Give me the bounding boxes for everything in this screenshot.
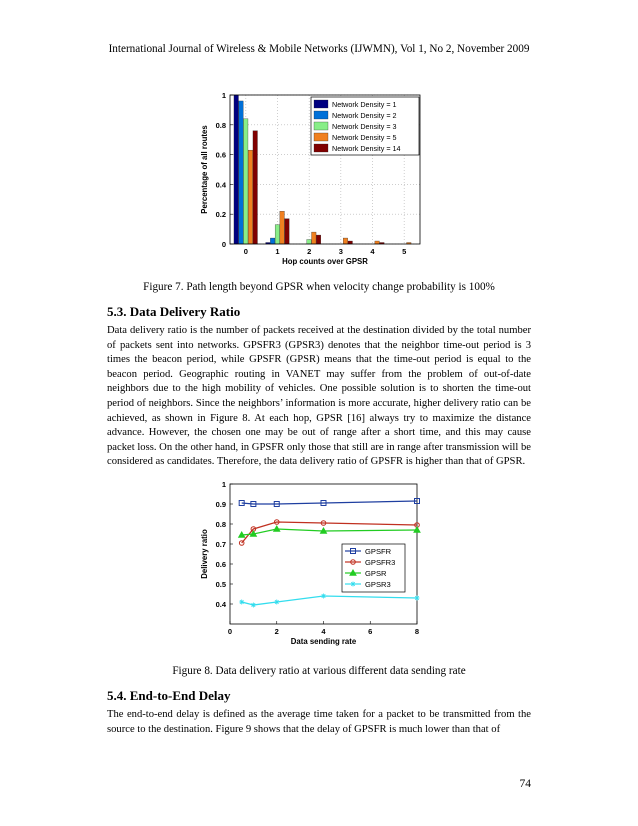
y-tick-label: 1 — [221, 91, 226, 100]
y-tick-label: 0 — [221, 240, 226, 249]
bar — [307, 240, 312, 244]
bar — [253, 131, 258, 244]
legend-swatch — [314, 100, 328, 108]
legend-swatch — [314, 122, 328, 130]
bar — [285, 219, 290, 244]
y-tick-label: 0.5 — [215, 580, 226, 589]
y-tick-label: 0.4 — [215, 600, 226, 609]
legend-entry: Network Density = 14 — [332, 144, 401, 153]
legend-entry: GPSFR3 — [365, 558, 396, 567]
bar — [239, 101, 244, 244]
y-tick-label: 0.9 — [215, 500, 226, 509]
y-tick-label: 0.4 — [215, 180, 226, 190]
legend-swatch — [314, 133, 328, 141]
x-tick-label: 6 — [368, 627, 373, 636]
bar — [316, 235, 321, 244]
y-tick-label: 0.6 — [215, 150, 226, 160]
bar — [375, 241, 380, 244]
marker-star — [415, 596, 420, 601]
legend-entry: GPSR — [365, 569, 387, 578]
legend-entry: Network Density = 1 — [332, 100, 397, 109]
figure-7-caption: Figure 7. Path length beyond GPSR when velocity change probability is 100% — [143, 281, 495, 293]
marker-star — [351, 582, 356, 587]
legend-entry: Network Density = 5 — [332, 133, 397, 142]
y-tick-label: 0.7 — [215, 540, 226, 549]
page-number: 74 — [519, 778, 531, 790]
bar — [270, 238, 275, 244]
journal-header: International Journal of Wireless & Mobile Networks (IJWMN), Vol 1, No 2, November 2009 — [108, 43, 530, 55]
x-tick-label: 3 — [338, 247, 343, 256]
legend-entry: Network Density = 3 — [332, 122, 397, 131]
x-axis-label: Hop counts over GPSR — [282, 257, 368, 266]
x-tick-label: 2 — [274, 627, 279, 636]
marker-star — [321, 594, 326, 599]
legend-swatch — [314, 144, 328, 152]
y-tick-label: 1 — [221, 480, 226, 489]
bar — [348, 241, 353, 244]
bar — [234, 95, 239, 244]
y-tick-label: 0.8 — [215, 120, 226, 130]
x-tick-label: 1 — [275, 247, 280, 256]
legend-entry: GPSR3 — [365, 580, 391, 589]
x-tick-label: 8 — [414, 627, 420, 636]
legend-entry: GPSFR — [365, 547, 392, 556]
x-tick-label: 0 — [243, 247, 248, 256]
x-tick-label: 4 — [321, 627, 326, 636]
section-5-3-paragraph: Data delivery ratio is the number of packets received at the destination divided by the total number of packets sent into networks. GPSFR3 (GPSR3) denotes that the neighbor time-out period is 3 times the beacon period, while GPSFR (GPSR) means that the time-out period is equal to the beacon period. Geographic routing in VANET may suffer from the problem of out-of-date neighbors due to the high mobility of vehicles. One possible solution is to shorten the time-out period of neighbors. Since the neighbors’ information is more accurate, higher delivery ratio can be achieved, as shown in Figure 8. At each hop, GPSR [16] always try to maximize the distance advance. However, the chosen one may be out of range after a short time, and this may cause packet loss. On the other hand, in GPSFR only those that still are in range after transmission will be considered as candidates. Therefore, the data delivery ratio of GPSFR is higher than that of GPSR. — [107, 325, 531, 468]
marker-star — [251, 603, 256, 608]
figure-8-caption: Figure 8. Data delivery ratio at various different data sending rate — [172, 665, 466, 677]
bar — [312, 232, 317, 244]
bar — [280, 211, 285, 244]
x-tick-label: 2 — [307, 247, 312, 256]
x-tick-label: 5 — [402, 247, 407, 256]
section-5-4-heading: 5.4. End-to-End Delay — [107, 688, 231, 703]
bar — [343, 238, 348, 244]
bar — [248, 150, 253, 244]
figure-7-bar-chart — [195, 85, 435, 267]
y-axis-label: Percentage of all routes — [200, 125, 209, 214]
marker-star — [239, 600, 244, 605]
x-tick-label: 4 — [370, 247, 375, 256]
section-5-4-paragraph: The end-to-end delay is defined as the average time taken for a packet to be transmitted from the source to the destination. Figure 9 shows that the delay of GPSFR is much lower than that of — [107, 709, 531, 735]
marker-star — [274, 600, 279, 605]
section-5-3-heading: 5.3. Data Delivery Ratio — [107, 304, 241, 319]
x-tick-label: 0 — [227, 627, 233, 636]
y-tick-label: 0.6 — [215, 560, 226, 569]
figure-8-line-chart — [195, 478, 435, 653]
legend-swatch — [314, 111, 328, 119]
bar — [275, 225, 280, 244]
legend-entry: Network Density = 2 — [332, 111, 397, 120]
bar — [243, 119, 248, 244]
y-tick-label: 0.2 — [215, 210, 226, 220]
y-axis-label: Delivery ratio — [200, 529, 209, 579]
y-tick-label: 0.8 — [215, 520, 226, 529]
x-axis-label: Data sending rate — [290, 637, 357, 646]
